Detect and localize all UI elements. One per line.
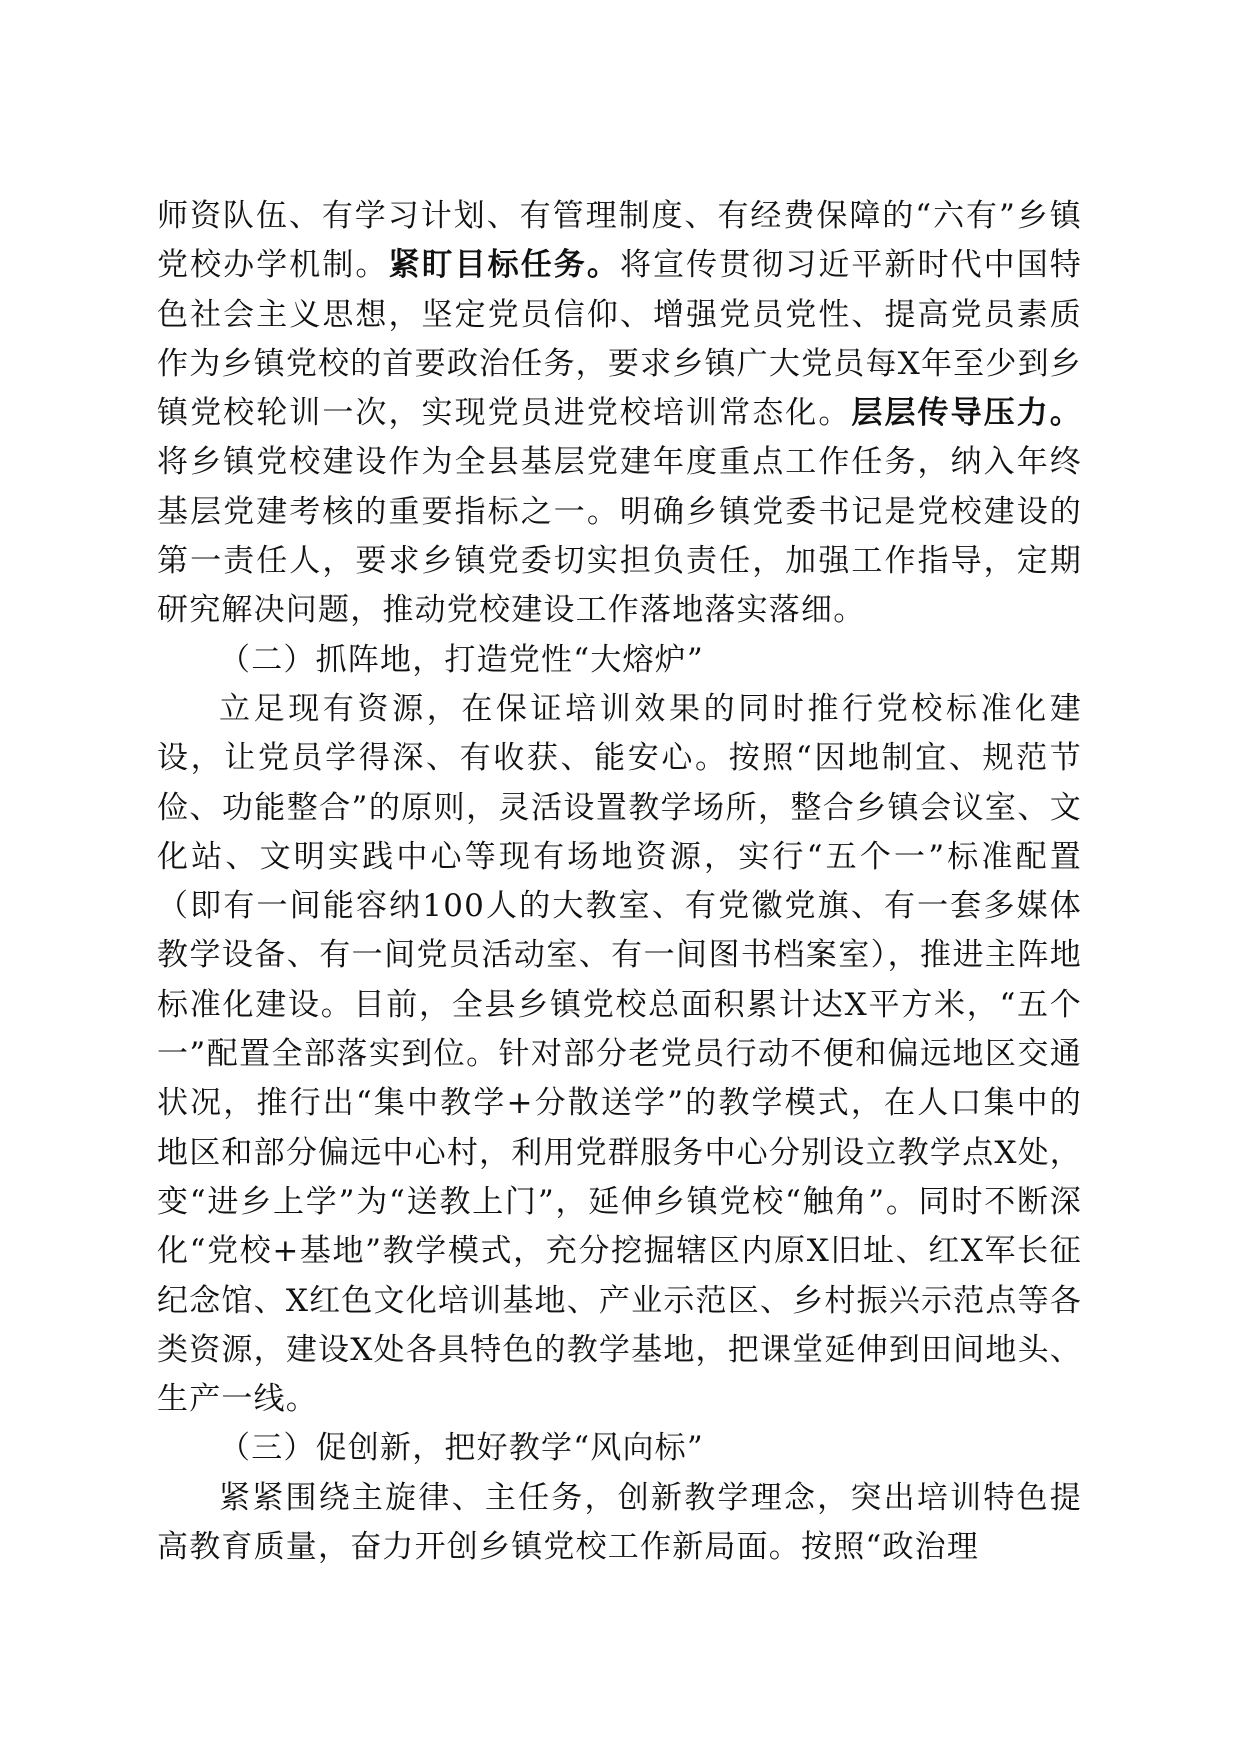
document-page — [157, 192, 1082, 1572]
bold-lead-pressure: 层层传导压力。 — [851, 395, 1082, 432]
bold-lead-target-tasks: 紧盯目标任务。 — [388, 247, 620, 284]
section-heading-2: （二）抓阵地，打造党性“大熔炉” — [219, 641, 704, 678]
paragraph-mechanism — [157, 192, 1082, 636]
section-heading-3: （三）促创新，把好教学“风向标” — [219, 1430, 704, 1467]
paragraph-innovation: 紧紧围绕主旋律、主任务，创新教学理念，突出培训特色提高教育质量，奋力开创乡镇党校工作新局面。按照“政治理 — [157, 1479, 1082, 1566]
paragraph-text: 将乡镇党校建设作为全县基层党建年度重点工作任务，纳入年终基层党建考核的重要指标之一。明确乡镇党委书记是党校建设的第一责任人，要求乡镇党委切实担负责任，加强工作指导，定期研究解决问题，推动党校建设工作落地落实落细。 — [157, 444, 1082, 629]
paragraph-position: 立足现有资源，在保证培训效果的同时推行党校标准化建设，让党员学得深、有收获、能安心。按照“因地制宜、规范节俭、功能整合”的原则，灵活设置教学场所，整合乡镇会议室、文化站、文明实践中心等现有场地资源，实行“五个一”标准配置（即有一间能容纳100人的大教室、有党徽党旗、有一套多媒体教学设备、有一间党员活动室、有一间图书档案室），推进主阵地标准化建设。目前，全县乡镇党校总面积累计达X平方米，“五个一”配置全部落实到位。针对部分老党员行动不便和偏远地区交通状况，推行出“集中教学+分散送学”的教学模式，在人口集中的地区和部分偏远中心村，利用党群服务中心分别设立教学点X处，变“进乡上学”为“送教上门”，延伸乡镇党校“触角”。同时不断深化“党校+基地”教学模式，充分挖掘辖区内原X旧址、红X军长征纪念馆、X红色文化培训基地、产业示范区、乡村振兴示范点等各类资源，建设X处各具特色的教学基地，把课堂延伸到田间地头、生产一线。 — [157, 690, 1082, 1418]
paragraph-text: 师资队伍、有学习计划、有管理制度、有经费保障的“六有”乡镇党校办学机制。 — [157, 198, 1082, 284]
paragraph-text: 将宣传贯彻习近平新时代中国特色社会主义思想，坚定党员信仰、增强党员党性、提高党员素质作为乡镇党校的首要政治任务，要求乡镇广大党员每X年至少到乡镇党校轮训一次，实现党员进党校培训常态化。 — [157, 247, 1082, 432]
